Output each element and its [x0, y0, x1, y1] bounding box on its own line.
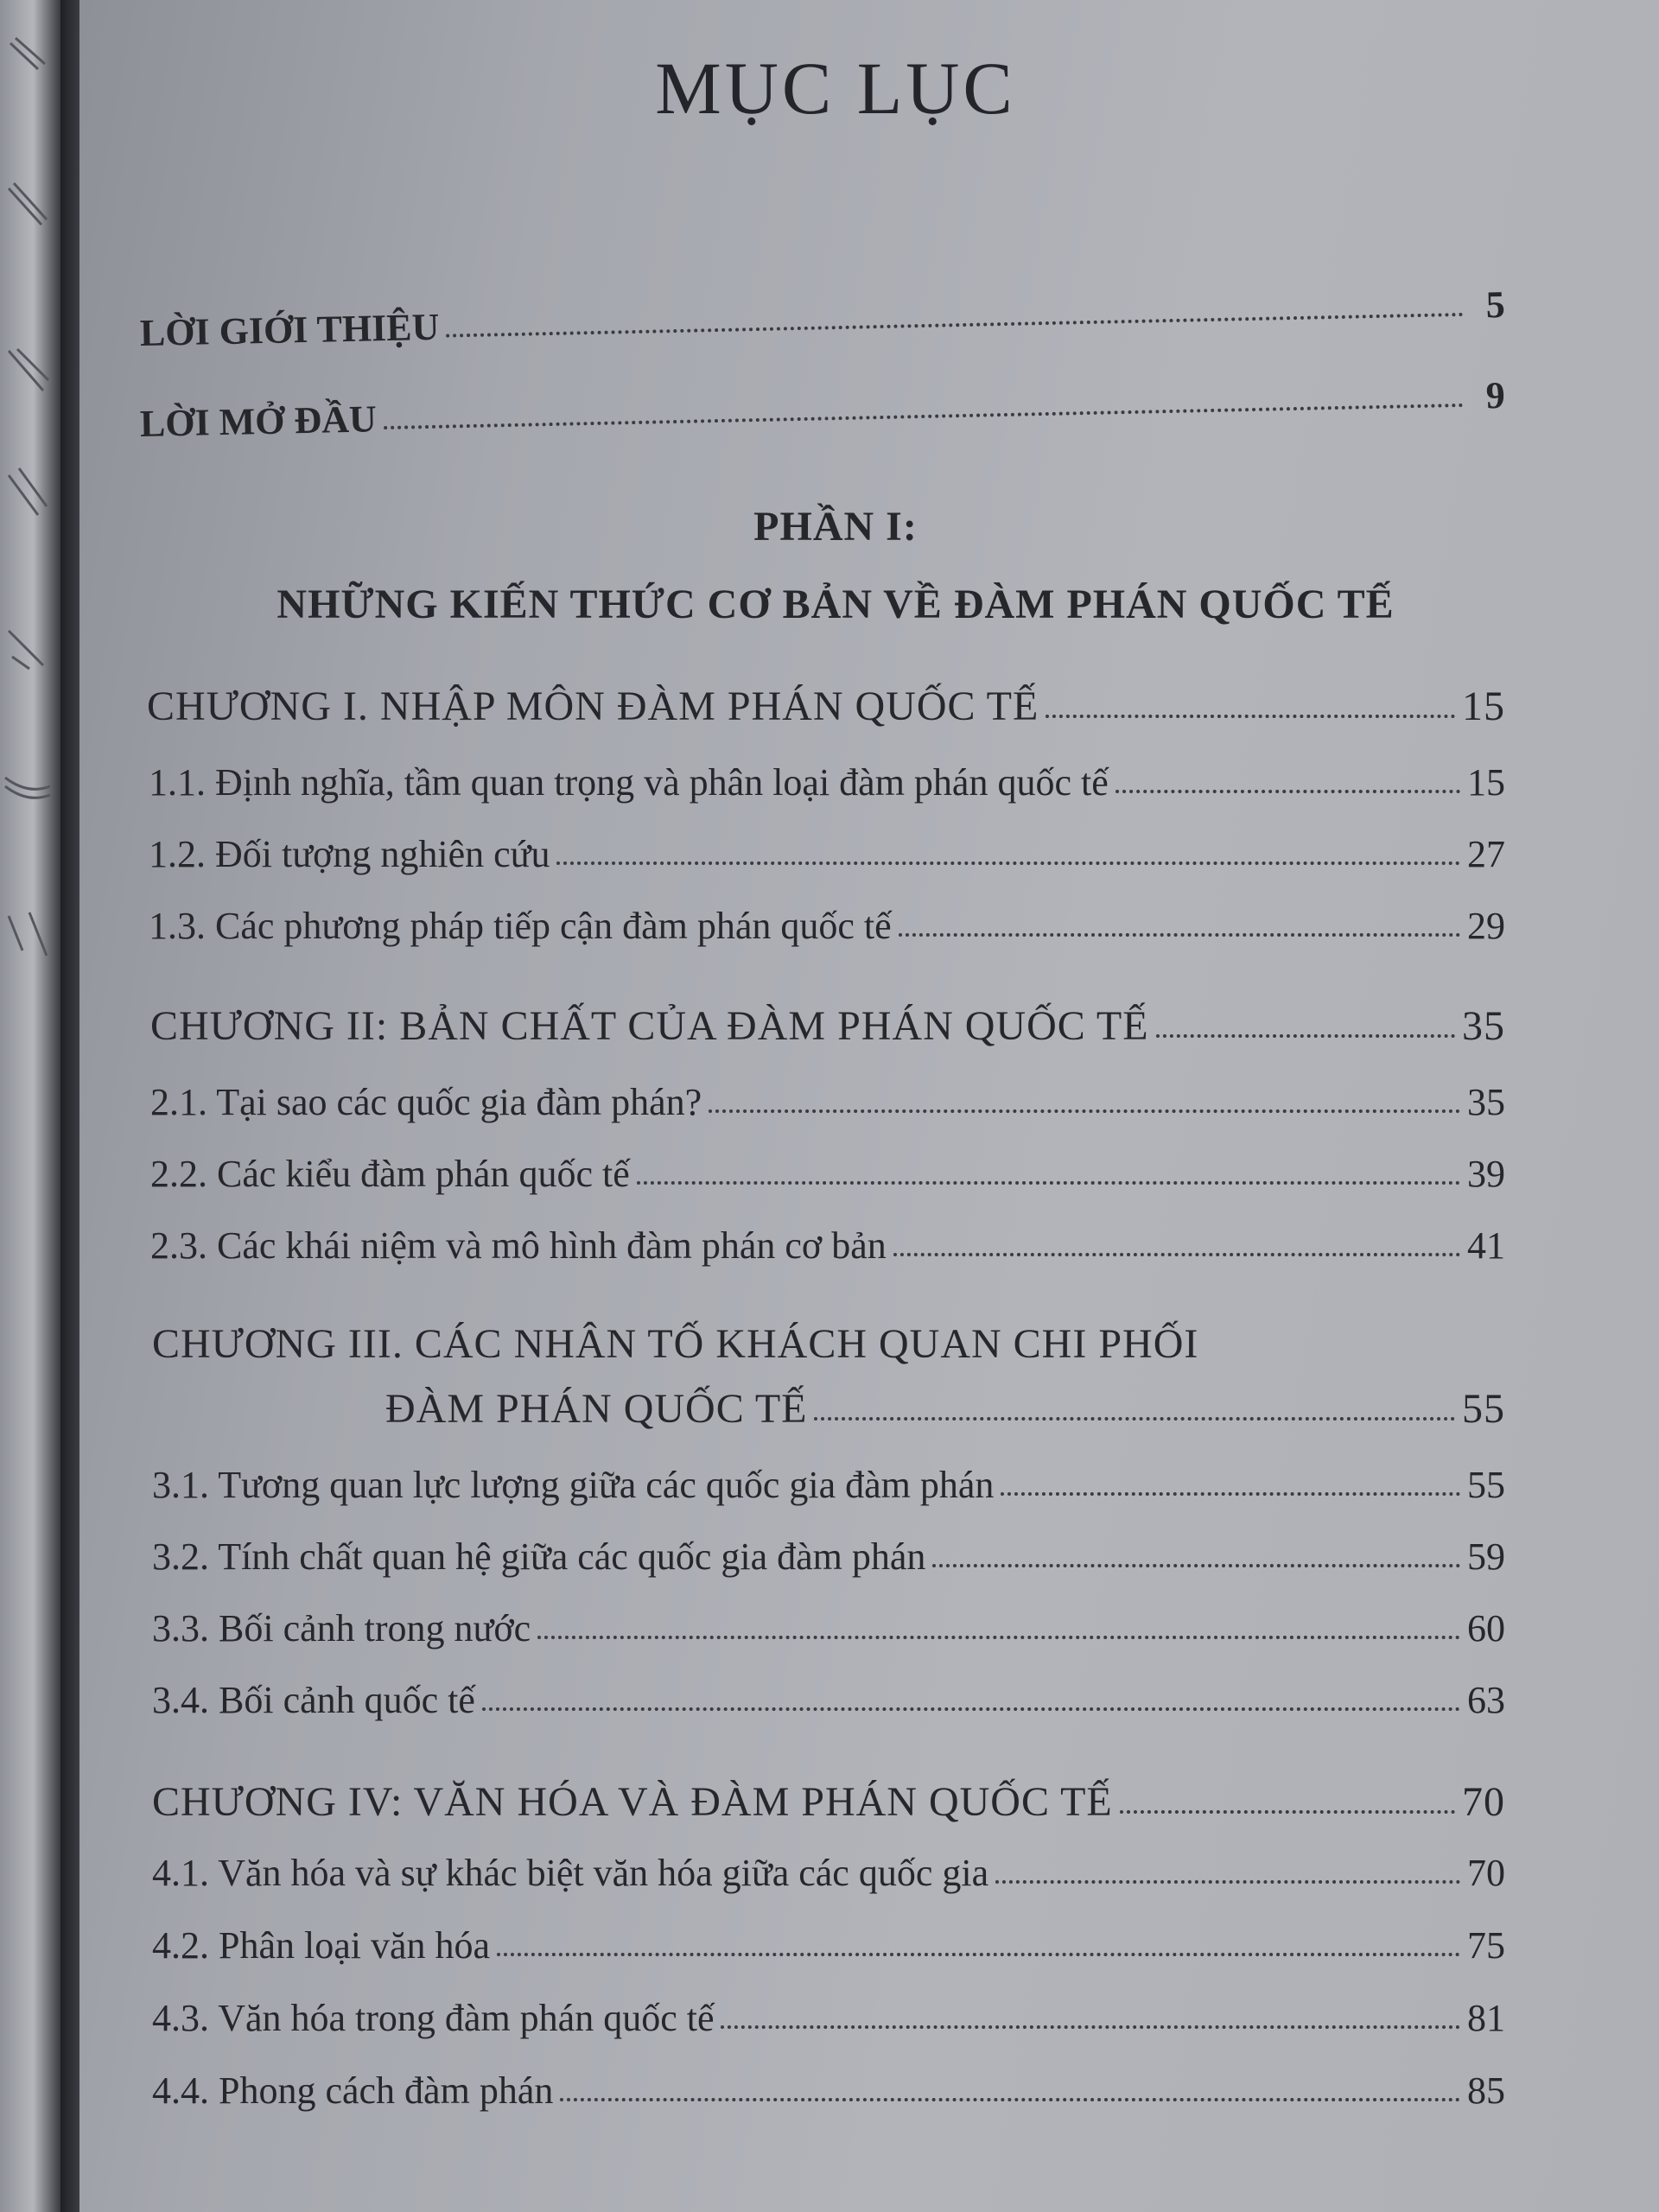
dot-leader [932, 1559, 1460, 1567]
toc-entry-page: 27 [1467, 833, 1505, 875]
adjacent-page-text-fragment [3, 467, 52, 518]
adjacent-page-edge [0, 0, 60, 2212]
part-title: NHỮNG KIẾN THỨC CƠ BẢN VỀ ĐÀM PHÁN QUỐC TẾ [276, 582, 1395, 627]
toc-entry-section [150, 1080, 1505, 1124]
toc-entry-section [152, 1463, 1505, 1507]
dot-leader [893, 1248, 1460, 1256]
toc-entry-section [152, 1923, 1505, 1967]
dot-leader [995, 1875, 1460, 1884]
page-title: MỤC LỤC [655, 47, 1016, 130]
adjacent-page-text-fragment [3, 181, 52, 233]
toc-entry-section [152, 1996, 1505, 2040]
toc-entry-label: 4.3. Văn hóa trong đàm phán quốc tế [152, 1997, 715, 2039]
toc-entry-label: 2.1. Tại sao các quốc gia đàm phán? [150, 1081, 702, 1123]
toc-entry-section [152, 1678, 1505, 1722]
toc-entry-label: 4.2. Phân loại văn hóa [152, 1924, 491, 1967]
adjacent-page-text-fragment [3, 35, 52, 86]
toc-entry-front-matter [139, 283, 1505, 355]
toc-entry-section [152, 2069, 1505, 2113]
toc-entry-label: 4.1. Văn hóa và sự khác biệt văn hóa giữa các quốc gia [152, 1852, 989, 1894]
toc-entry-label: 1.1. Định nghĩa, tầm quan trọng và phân loại đàm phán quốc tế [149, 761, 1109, 804]
dot-leader [537, 1630, 1460, 1639]
adjacent-page-text-fragment [3, 760, 52, 812]
toc-entry-chapter [147, 683, 1505, 730]
toc-entry-section [149, 832, 1505, 876]
toc-entry-page: 59 [1467, 1535, 1505, 1578]
toc-entry-chapter [150, 1002, 1505, 1050]
toc-entry-page: 41 [1467, 1224, 1505, 1267]
toc-entry-page: 70 [1462, 1779, 1505, 1825]
toc-entry-page: 39 [1467, 1153, 1505, 1195]
toc-entry-front-matter [139, 373, 1505, 446]
dot-leader [560, 2093, 1460, 2101]
toc-entry-section [152, 1535, 1505, 1579]
toc-entry-label: ĐÀM PHÁN QUỐC TẾ [385, 1386, 808, 1432]
toc-entry-label: 2.2. Các kiểu đàm phán quốc tế [150, 1153, 630, 1195]
toc-entry-label: 1.3. Các phương pháp tiếp cận đàm phán quốc tế [149, 905, 892, 947]
dot-leader [709, 1104, 1460, 1113]
toc-entry-page: 75 [1467, 1924, 1505, 1967]
toc-entry-page: 55 [1467, 1464, 1505, 1506]
toc-entry-label: CHƯƠNG I. NHẬP MÔN ĐÀM PHÁN QUỐC TẾ [147, 683, 1039, 729]
toc-entry-label: 3.3. Bối cảnh trong nước [152, 1607, 531, 1649]
toc-entry-label: 3.4. Bối cảnh quốc tế [152, 1679, 475, 1721]
dot-leader [497, 1948, 1460, 1956]
dot-leader [482, 1702, 1460, 1711]
toc-entry-label: LỜI GIỚI THIỆU [139, 305, 440, 354]
toc-entry-page: 5 [1485, 283, 1506, 327]
toc-entry-chapter [152, 1778, 1505, 1826]
dot-leader [1001, 1487, 1460, 1496]
toc-entry-label: 3.2. Tính chất quan hệ giữa các quốc gia đàm phán [152, 1535, 926, 1578]
toc-entry-section [150, 1224, 1505, 1268]
toc-entry-section [152, 1851, 1505, 1895]
toc-entry-section [149, 760, 1505, 804]
toc-entry-page: 81 [1467, 1997, 1505, 2039]
toc-entry-label: 3.1. Tương quan lực lượng giữa các quốc gia đàm phán [152, 1464, 995, 1506]
adjacent-page-text-fragment [3, 622, 52, 674]
book-gutter [60, 0, 79, 2212]
toc-entry-page: 9 [1485, 373, 1506, 417]
toc-entry-section [150, 1152, 1505, 1196]
toc-entry-page: 63 [1467, 1679, 1505, 1721]
toc-entry-page: 15 [1462, 683, 1505, 729]
toc-entry-page: 55 [1462, 1386, 1505, 1432]
dot-leader [814, 1412, 1455, 1421]
dot-leader [556, 856, 1460, 865]
adjacent-page-text-fragment [3, 907, 52, 959]
toc-page [79, 0, 1659, 2212]
toc-entry-label: 2.3. Các khái niệm và mô hình đàm phán cơ bản [150, 1224, 887, 1267]
toc-entry-page: 60 [1467, 1607, 1505, 1649]
toc-entry-section [149, 904, 1505, 948]
adjacent-page-text-fragment [3, 346, 52, 397]
dot-leader [384, 398, 1464, 429]
dot-leader [899, 928, 1460, 937]
dot-leader [1120, 1805, 1455, 1814]
toc-entry-page: 85 [1467, 2069, 1505, 2112]
toc-entry-chapter-line1: CHƯƠNG III. CÁC NHÂN TỐ KHÁCH QUAN CHI PHỐI [152, 1321, 1199, 1367]
toc-entry-label: 1.2. Đối tượng nghiên cứu [149, 833, 550, 875]
toc-entry-page: 29 [1467, 905, 1505, 947]
toc-entry-label: CHƯƠNG II: BẢN CHẤT CỦA ĐÀM PHÁN QUỐC TẾ [150, 1003, 1149, 1049]
dot-leader [1116, 785, 1460, 793]
dot-leader [446, 308, 1464, 338]
part-label: PHẦN I: [753, 504, 918, 550]
dot-leader [1156, 1029, 1455, 1038]
dot-leader [721, 2020, 1460, 2029]
toc-entry-page: 35 [1467, 1081, 1505, 1123]
toc-entry-chapter [385, 1385, 1505, 1433]
toc-entry-page: 15 [1467, 761, 1505, 804]
toc-entry-label: 4.4. Phong cách đàm phán [152, 2069, 554, 2112]
toc-entry-section [152, 1606, 1505, 1650]
toc-entry-label: LỜI MỞ ĐẦU [139, 397, 378, 445]
toc-entry-page: 35 [1462, 1003, 1505, 1049]
dot-leader [1046, 709, 1455, 718]
toc-entry-page: 70 [1467, 1852, 1505, 1894]
dot-leader [637, 1176, 1460, 1185]
toc-entry-label: CHƯƠNG IV: VĂN HÓA VÀ ĐÀM PHÁN QUỐC TẾ [152, 1779, 1113, 1825]
